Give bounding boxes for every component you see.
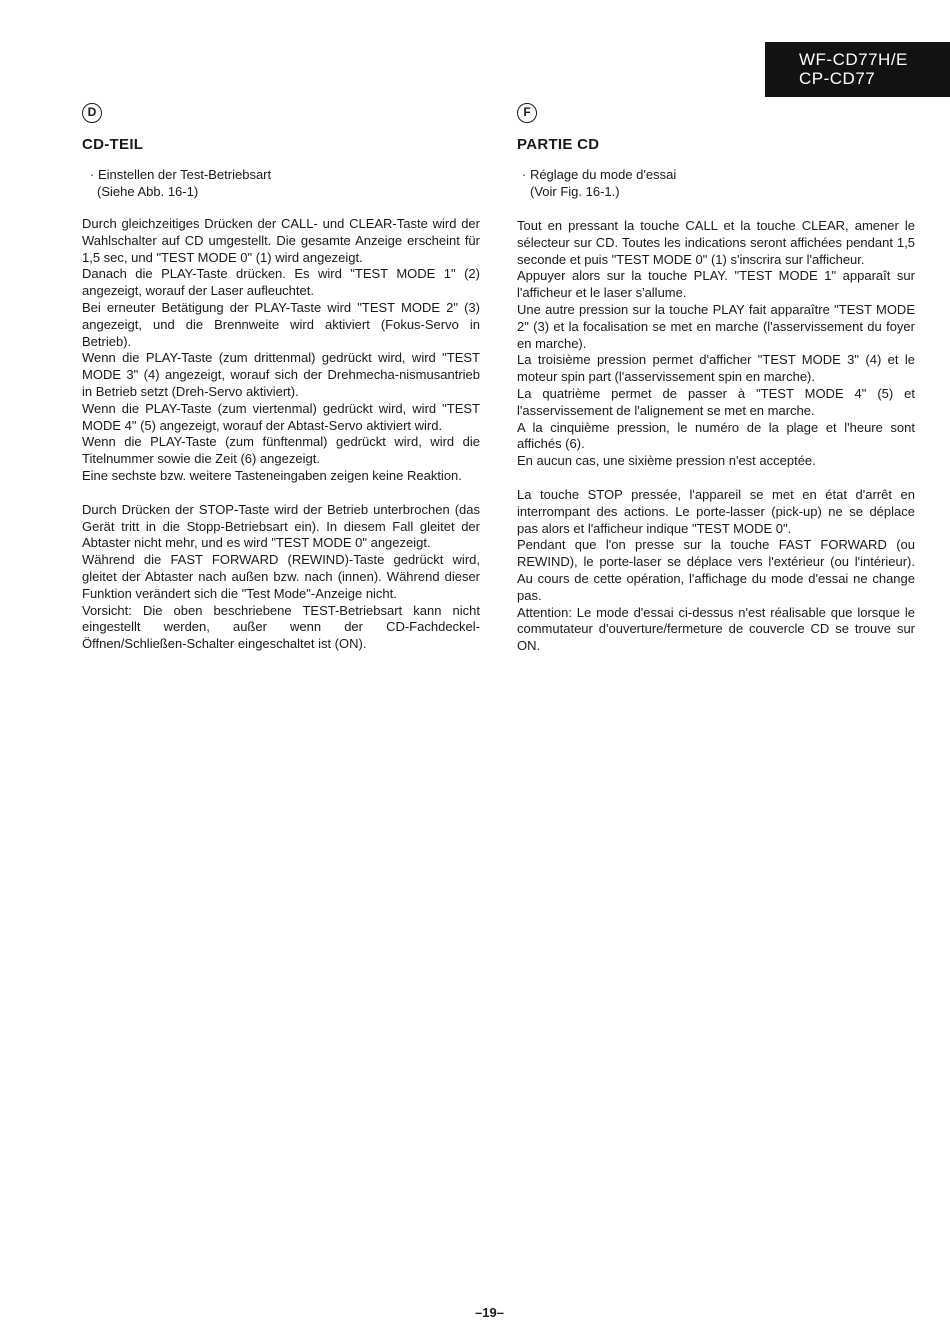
paragraph-french-8: La touche STOP pressée, l'appareil se met en état d'arrêt en interrompant des actions. Le porte-lasser (pick-up) ne se déplace pas alors et l'afficheur indique "TEST MODE 0". [517,486,915,536]
paragraph-french-7: En aucun cas, une sixième pression n'est acceptée. [517,453,816,469]
model-line-2: CP-CD77 [799,69,876,88]
paragraph-french-3: Une autre pression sur la touche PLAY fait apparaître "TEST MODE 2" (3) et la focalisation se met en marche (l'asservissement du foyer en marche). [517,301,915,351]
paragraph-french-2: Appuyer alors sur la touche PLAY. "TEST MODE 1" apparaît sur l'afficheur et le laser s'allume. [517,268,915,301]
model-line-1: WF-CD77H/E [799,50,908,69]
subtitle-french-line-2: (Voir Fig. 16-1.) [530,183,620,199]
paragraph-german-2: Danach die PLAY-Taste drücken. Es wird "TEST MODE 1" (2) angezeigt, worauf der Laser aufleuchtet. [82,266,480,299]
paragraph-german-1: Durch gleichzeitiges Drücken der CALL- und CLEAR-Taste wird der Wahlschalter auf CD umgestellt. Die gesamte Anzeige erscheint für 1,5 sec, und "TEST MODE 0" (1) wird angezeigt. [82,216,480,265]
language-badge-french: F [517,103,537,123]
paragraph-german-4: Wenn die PLAY-Taste (zum drittenmal) gedrückt wird, wird "TEST MODE 3" (4) angezeigt, worauf sich der Drehmecha-nismusantrieb in Betrieb setzt (Dreh-Servo aktiviert). [82,350,480,399]
section-title-french: PARTIE CD [517,136,600,153]
paragraph-german-7: Eine sechste bzw. weitere Tasteneingaben zeigen keine Reaktion. [82,467,462,483]
paragraph-french-1: Tout en pressant la touche CALL et la touche CLEAR, amener le sélecteur sur CD. Toutes les indications seront affichées pendant 1,5 seconde et puis "TEST MODE 0" (1) s'inscrira sur l'afficheur. [517,218,915,267]
paragraph-german-9: Während die FAST FORWARD (REWIND)-Taste gedrückt wird, gleitet der Abtaster nach außen bzw. nach (innen). Während dieser Funktion verändert sich die "Test Mode"-Anzeige nicht. [82,552,480,601]
model-label-box [765,42,950,97]
subtitle-german [90,167,271,200]
paragraph-german-6: Wenn die PLAY-Taste (zum fünftenmal) gedrückt wird, wird die Titelnummer sowie die Zeit (6) angezeigt. [82,434,480,467]
paragraph-french-4: La troisième pression permet d'afficher "TEST MODE 3" (4) et le moteur spin part (l'asservissement spin en marche). [517,352,915,385]
paragraph-french-9: Pendant que l'on presse sur la touche FAST FORWARD (ou REWIND), le porte-laser se déplace vers l'extérieur (ou l'intérieur). Au cours de cette opération, l'affichage du mode d'essai ne change pas. [517,537,915,603]
subtitle-french [522,167,676,200]
paragraph-french-10: Attention: Le mode d'essai ci-dessus n'est réalisable que lorsque le commutateur d'ouverture/fermeture de couvercle CD se trouve sur ON. [517,604,915,654]
body-text-german [82,216,480,653]
subtitle-german-line-1: · Einstellen der Test-Betriebsart [90,167,272,182]
section-title-german: CD-TEIL [82,136,144,153]
paragraph-german-3: Bei erneuter Betätigung der PLAY-Taste wird "TEST MODE 2" (3) angezeigt, und die Brennweite wird aktiviert (Fokus-Servo in Betrieb). [82,299,480,349]
subtitle-german-line-2: (Siehe Abb. 16-1) [97,183,199,199]
language-badge-german: D [82,103,102,123]
paragraph-french-6: A la cinquième pression, le numéro de la plage et l'heure sont affichés (6). [517,419,915,452]
paragraph-french-5: La quatrième permet de passer à "TEST MODE 4" (5) et l'asservissement de l'alignement se met en marche. [517,385,915,418]
paragraph-german-5: Wenn die PLAY-Taste (zum viertenmal) gedrückt wird, wird "TEST MODE 4" (5) angezeigt, worauf der Abtast-Servo aktiviert wird. [82,400,480,433]
body-text-french [517,218,915,655]
paragraph-german-8: Durch Drücken der STOP-Taste wird der Betrieb unterbrochen (das Gerät tritt in die Stopp-Betriebsart ein). In diesem Fall gleitet der Abtaster nicht mehr, und es wird "TEST MODE 0" angezeigt. [82,501,480,551]
subtitle-french-line-1: · Réglage du mode d'essai [522,167,677,182]
paragraph-german-10: Vorsicht: Die oben beschriebene TEST-Betriebsart kann nicht eingestellt werden, außer wenn der CD-Fachdeckel-Öffnen/Schließen-Schalter eingeschaltet ist (ON). [82,602,480,652]
page-number: –19– [475,1305,504,1320]
